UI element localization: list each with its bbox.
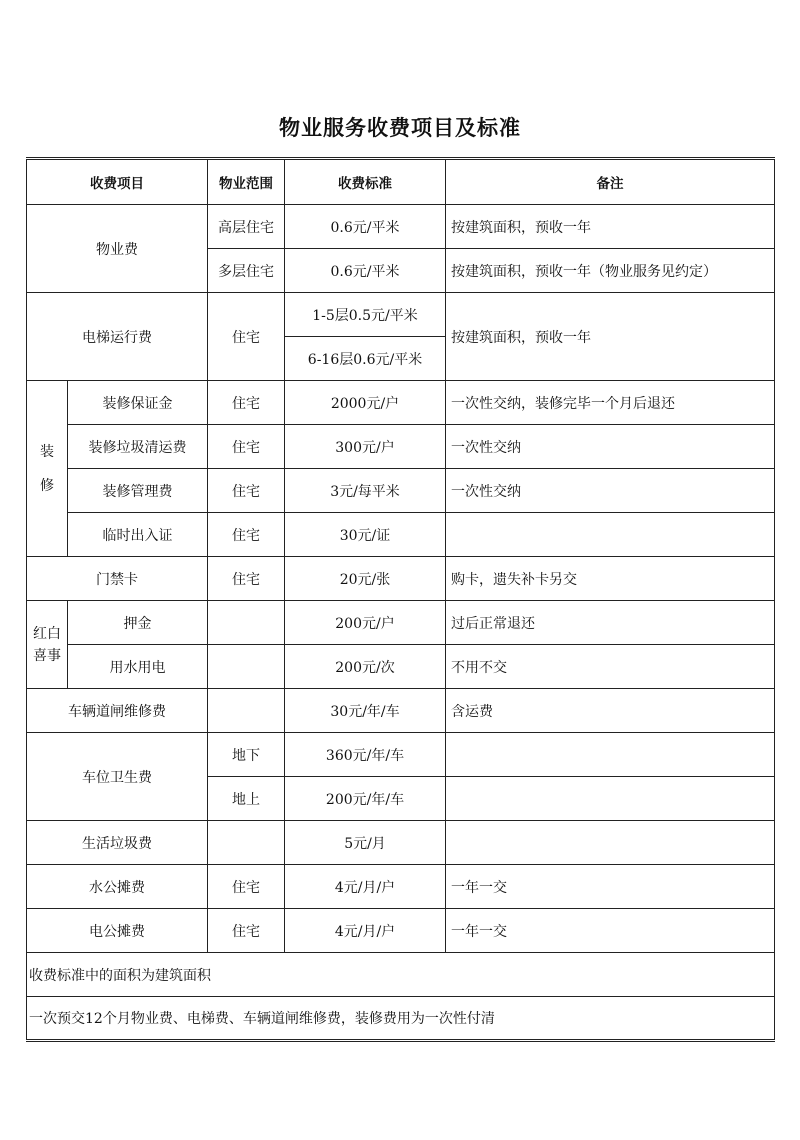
standard-cell: 4元/月/户 [285, 865, 446, 909]
table-row [27, 733, 775, 777]
scope-cell: 多层住宅 [208, 249, 285, 293]
table-row [27, 293, 775, 337]
remark-cell: 一次性交纳 [446, 425, 775, 469]
header-item: 收费项目 [27, 159, 208, 205]
item-cell: 车辆道闸维修费 [27, 689, 208, 733]
scope-cell: 住宅 [208, 469, 285, 513]
remark-cell [446, 777, 775, 821]
standard-cell: 3元/每平米 [285, 469, 446, 513]
scope-cell: 住宅 [208, 381, 285, 425]
standard-cell: 30元/年/车 [285, 689, 446, 733]
remark-cell: 一次性交纳 [446, 469, 775, 513]
table-header-row [27, 159, 775, 205]
scope-cell [208, 821, 285, 865]
header-standard: 收费标准 [285, 159, 446, 205]
item-cell: 生活垃圾费 [27, 821, 208, 865]
standard-cell: 1-5层0.5元/平米 [285, 293, 446, 337]
standard-cell: 360元/年/车 [285, 733, 446, 777]
remark-cell [446, 513, 775, 557]
scope-cell [208, 645, 285, 689]
standard-cell: 30元/证 [285, 513, 446, 557]
remark-cell: 按建筑面积，预收一年 [446, 205, 775, 249]
item-cell: 装修保证金 [68, 381, 208, 425]
scope-cell: 住宅 [208, 425, 285, 469]
standard-cell: 200元/次 [285, 645, 446, 689]
standard-cell: 0.6元/平米 [285, 205, 446, 249]
item-cell: 装修管理费 [68, 469, 208, 513]
table-row [27, 425, 775, 469]
table-row [27, 205, 775, 249]
item-cell: 临时出入证 [68, 513, 208, 557]
table-row [27, 381, 775, 425]
remark-cell: 按建筑面积，预收一年 [446, 293, 775, 381]
footnote-row [27, 953, 775, 997]
item-cell: 押金 [68, 601, 208, 645]
remark-cell: 含运费 [446, 689, 775, 733]
scope-cell: 高层住宅 [208, 205, 285, 249]
table-row [27, 865, 775, 909]
scope-cell: 住宅 [208, 557, 285, 601]
footnote: 一次预交12个月物业费、电梯费、车辆道闸维修费，装修费用为一次性付清 [27, 997, 775, 1041]
item-cell: 门禁卡 [27, 557, 208, 601]
remark-cell: 一次性交纳，装修完毕一个月后退还 [446, 381, 775, 425]
item-cell: 物业费 [27, 205, 208, 293]
standard-cell: 200元/年/车 [285, 777, 446, 821]
fee-table [26, 157, 775, 1042]
group-label: 装修 [40, 443, 54, 494]
footnote-row [27, 997, 775, 1041]
standard-cell: 4元/月/户 [285, 909, 446, 953]
table-row [27, 601, 775, 645]
table-row [27, 513, 775, 557]
item-cell: 电梯运行费 [27, 293, 208, 381]
remark-cell: 一年一交 [446, 865, 775, 909]
table-row [27, 557, 775, 601]
remark-cell [446, 821, 775, 865]
scope-cell: 地上 [208, 777, 285, 821]
remark-cell: 过后正常退还 [446, 601, 775, 645]
page-title: 物业服务收费项目及标准 [279, 116, 521, 140]
remark-cell: 一年一交 [446, 909, 775, 953]
item-cell: 用水用电 [68, 645, 208, 689]
header-scope: 物业范围 [208, 159, 285, 205]
item-cell: 电公摊费 [27, 909, 208, 953]
table-row [27, 689, 775, 733]
item-cell: 车位卫生费 [27, 733, 208, 821]
scope-cell: 地下 [208, 733, 285, 777]
table-row [27, 821, 775, 865]
scope-cell: 住宅 [208, 513, 285, 557]
remark-cell: 购卡，遗失补卡另交 [446, 557, 775, 601]
table-row [27, 909, 775, 953]
group-cell-wedding-funeral [27, 601, 68, 689]
scope-cell: 住宅 [208, 865, 285, 909]
standard-cell: 5元/月 [285, 821, 446, 865]
remark-cell [446, 733, 775, 777]
scope-cell: 住宅 [208, 909, 285, 953]
group-cell-renovation [27, 381, 68, 557]
scope-cell [208, 689, 285, 733]
scope-cell [208, 601, 285, 645]
standard-cell: 300元/户 [285, 425, 446, 469]
scope-cell: 住宅 [208, 293, 285, 381]
item-cell: 装修垃圾清运费 [68, 425, 208, 469]
group-label: 红白 喜事 [33, 625, 61, 664]
remark-cell: 不用不交 [446, 645, 775, 689]
item-cell: 水公摊费 [27, 865, 208, 909]
header-remark: 备注 [446, 159, 775, 205]
standard-cell: 2000元/户 [285, 381, 446, 425]
standard-cell: 20元/张 [285, 557, 446, 601]
footnote: 收费标准中的面积为建筑面积 [27, 953, 775, 997]
standard-cell: 6-16层0.6元/平米 [285, 337, 446, 381]
remark-cell: 按建筑面积，预收一年（物业服务见约定） [446, 249, 775, 293]
table-row [27, 645, 775, 689]
table-row [27, 469, 775, 513]
standard-cell: 0.6元/平米 [285, 249, 446, 293]
standard-cell: 200元/户 [285, 601, 446, 645]
